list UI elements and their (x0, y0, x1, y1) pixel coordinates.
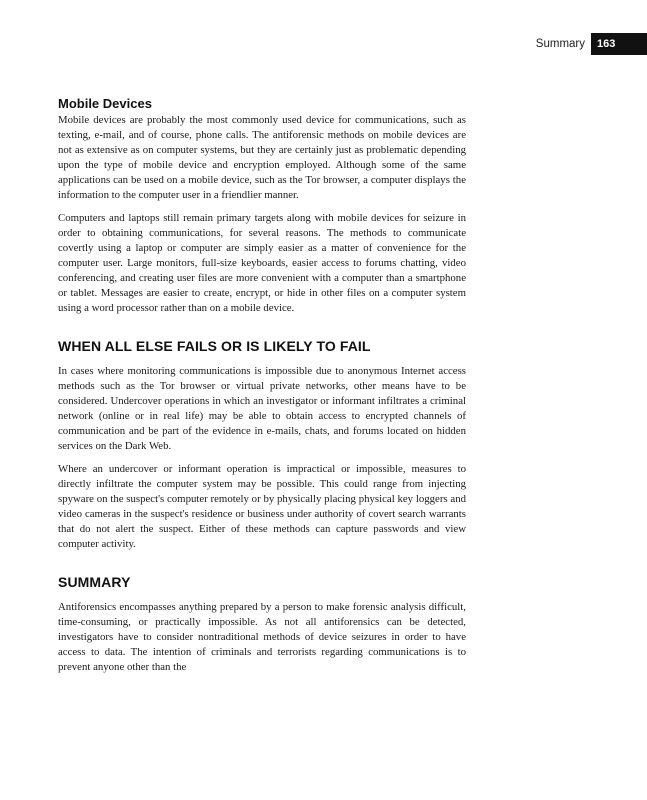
body-paragraph: Mobile devices are probably the most commonly used device for communications, such as texting, e-mail, and of course, phone calls. The antiforensic methods on mobile devices are not as extensive as on computer systems, but they are certainly just as problematic depending upon the type of mobile device and encryption employed. Although some of the same applications can be used on a mobile device, such as the Tor browser, a computer displays the information to the computer user in a friendlier manner. (58, 114, 466, 201)
when-all-else-fails-heading: WHEN ALL ELSE FAILS OR IS LIKELY TO FAIL (58, 338, 371, 354)
body-paragraph: In cases where monitoring communications is impossible due to anonymous Internet access methods such as the Tor browser or virtual private networks, other means have to be considered. Undercover operations in which an investigator or informant infiltrates a criminal network (online or in real life) may be able to obtain access to encrypted channels of communication and be part of the evidence in e-mails, chats, and forums located on hidden services on the Dark Web. (58, 365, 466, 452)
page-content (58, 96, 466, 683)
running-head (536, 33, 647, 55)
page-number: 163 (591, 33, 647, 55)
body-paragraph: Where an undercover or informant operation is impractical or impossible, measures to directly infiltrate the computer system may be possible. This could range from injecting spyware on the suspect's computer remotely or by physically placing physical key loggers and video cameras in the suspect's residence or business under authority of covert search warrants that do not alert the suspect. Either of these methods can capture passwords and view computer activity. (58, 463, 466, 550)
summary-heading: SUMMARY (58, 574, 131, 590)
body-paragraph: Antiforensics encompasses anything prepared by a person to make forensic analysis difficult, time-consuming, or practically impossible. As not all antiforensics can be detected, investigators have to consider nontraditional methods of device seizures in order to have access to data. The intention of criminals and terrorists regarding communications is to prevent anyone other than the (58, 601, 466, 673)
body-paragraph: Computers and laptops still remain primary targets along with mobile devices for seizure in order to obtaining communications, for several reasons. The methods to communicate covertly using a laptop or computer are simply easier as a matter of convenience for the computer user. Large monitors, full-size keyboards, easier access to forums chatting, video conferencing, and creating user files are more convenient with a computer than a smartphone or tablet. Messages are easier to create, encrypt, or hide in other files on a computer system using a word processor rather than on a mobile device. (58, 212, 466, 314)
mobile-devices-heading: Mobile Devices (58, 96, 152, 111)
running-head-section: Summary (535, 38, 585, 50)
